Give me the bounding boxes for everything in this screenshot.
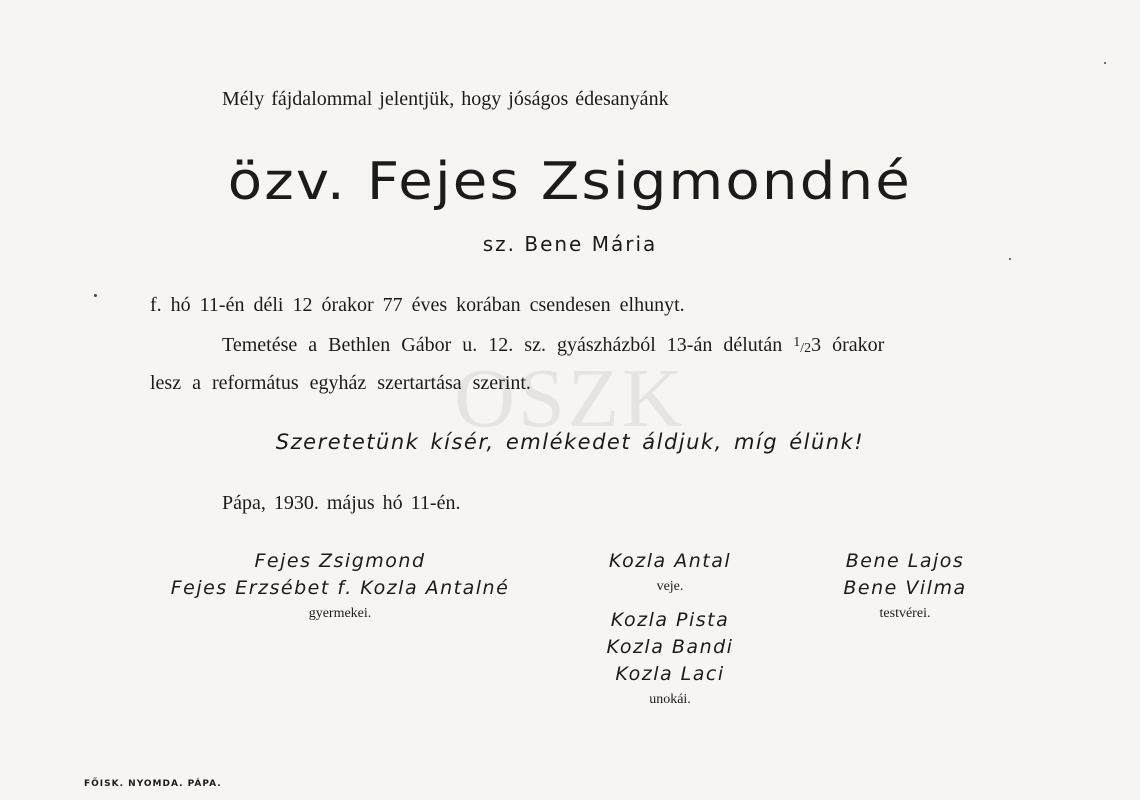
death-announcement: f. hó 11-én déli 12 órakor 77 éves korában csendesen elhunyt.	[150, 294, 685, 316]
mourners-siblings	[800, 548, 1010, 624]
fraction-denominator: 2	[804, 341, 812, 356]
mourner-name: Kozla Pista	[610, 609, 730, 631]
relation-label: testvérei.	[879, 606, 931, 621]
paper-speck	[1009, 258, 1011, 260]
funeral-ceremony: lesz a református egyház szertartása szerint.	[150, 372, 531, 394]
funeral-details: Temetése a Bethlen Gábor u. 12. sz. gyászházból 13-án délután $^1$/23 órakor	[222, 334, 885, 356]
intro-text: Mély fájdalommal jelentjük, hogy jóságos édesanyánk	[222, 88, 669, 110]
funeral-text-end: 3 órakor	[811, 334, 885, 356]
mourner-name: Bene Lajos	[845, 550, 965, 572]
mourner-name: Kozla Bandi	[606, 636, 734, 658]
printer-mark: FŐISK. NYOMDA. PÁPA.	[84, 779, 222, 789]
mourner-name: Kozla Antal	[608, 550, 732, 572]
memorial-motto: Szeretetünk kísér, emlékedet áldjuk, míg élünk!	[275, 430, 865, 454]
fraction-numerator: 1	[793, 335, 801, 350]
watermark: OSZK	[454, 352, 686, 445]
relation-label: gyermekei.	[308, 606, 372, 621]
maiden-name: sz. Bene Mária	[482, 232, 658, 256]
deceased-name: özv. Fejes Zsigmondné	[227, 152, 912, 212]
paper-speck	[94, 294, 97, 297]
mourners-children	[140, 548, 540, 624]
mourners-family	[560, 548, 780, 710]
mourner-name: Kozla Laci	[615, 663, 725, 685]
mourner-name: Fejes Zsigmond	[254, 550, 426, 572]
mourner-name: Bene Vilma	[843, 577, 967, 599]
paper-speck	[1104, 62, 1106, 64]
mourners-grandchildren	[560, 607, 780, 710]
place-and-date: Pápa, 1930. május hó 11-én.	[222, 492, 461, 514]
funeral-text-start: Temetése a Bethlen Gábor u. 12. sz. gyászházból 13-án délután	[222, 334, 794, 356]
relation-label: veje.	[656, 579, 684, 594]
relation-label: unokái.	[649, 692, 691, 707]
mourner-name: Fejes Erzsébet f. Kozla Antalné	[170, 577, 510, 599]
